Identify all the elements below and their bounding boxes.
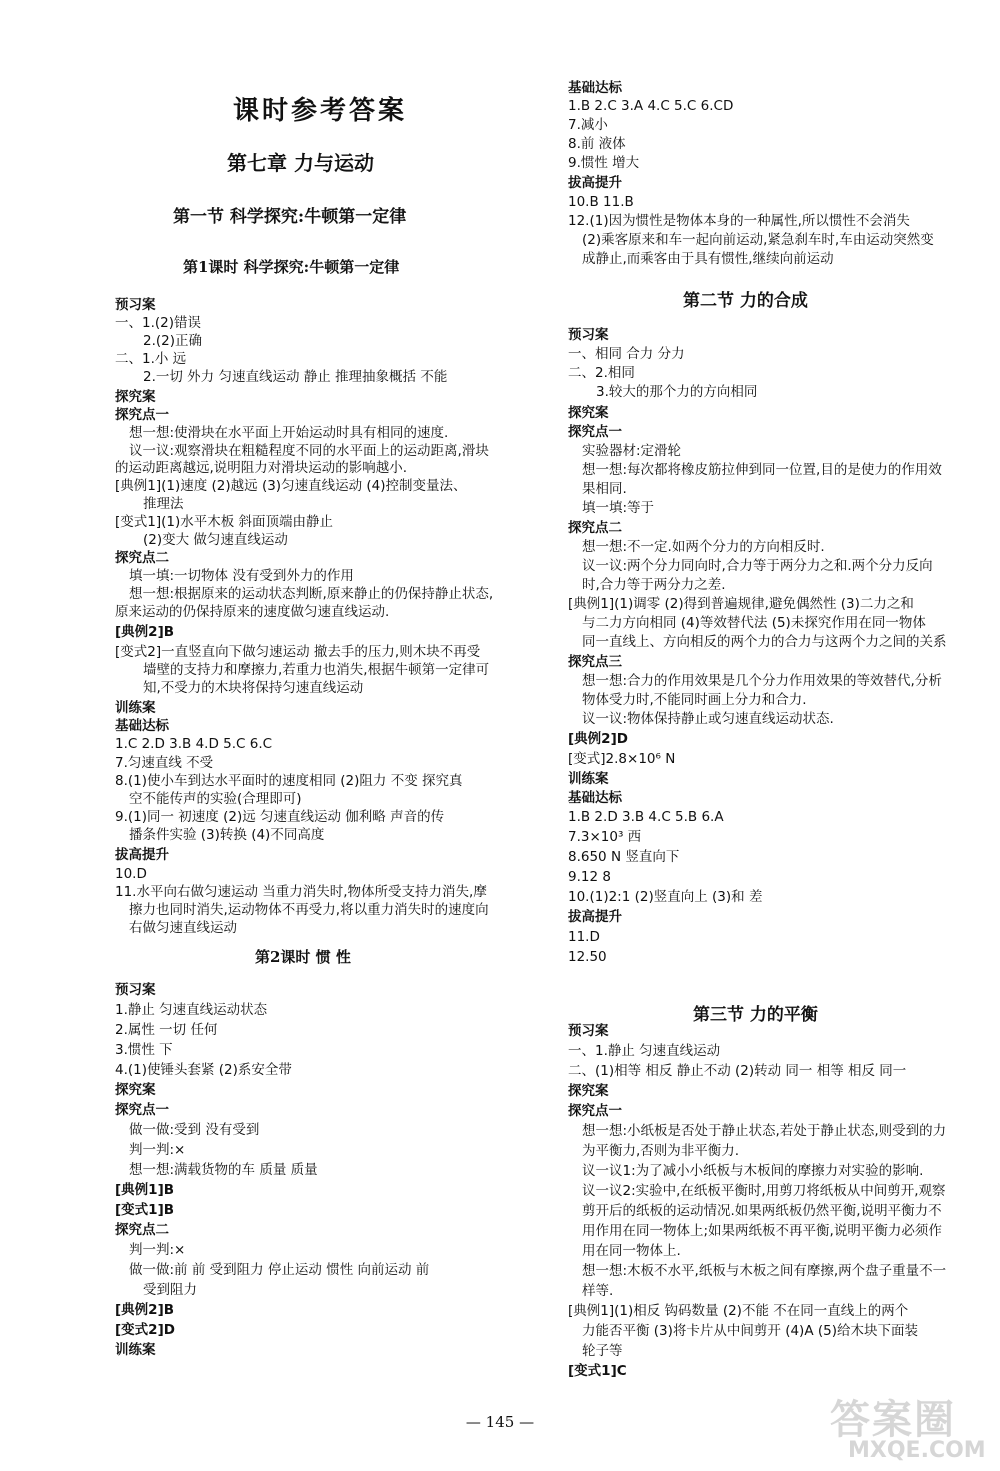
section-heading-1: 第一节 科学探究:牛顿第一定律 <box>173 207 407 227</box>
answer-line: 8.(1)使小车到达水平面时的速度相同 (2)阻力 不变 探究真 <box>115 773 463 789</box>
answer-line: 议一议:两个分力同向时,合力等于两分力之和.两个分力反向 <box>582 558 933 574</box>
answer-line: [典例2]D <box>568 731 628 747</box>
answer-line: 探究点二 <box>568 520 622 536</box>
answer-line: 探究点一 <box>568 424 622 440</box>
answer-line: 想一想:木板不水平,纸板与木板之间有摩擦,两个盘子重量不一 <box>582 1263 947 1279</box>
answer-line: 擦力也同时消失,运动物体不再受力,将以重力消失时的速度向 <box>129 902 489 918</box>
answer-line: 12.50 <box>568 949 607 965</box>
answer-line: 探究点一 <box>568 1103 622 1119</box>
answer-line: 预习案 <box>115 297 156 313</box>
answer-line: 探究点一 <box>115 1102 169 1118</box>
answer-line: 2.(2)正确 <box>143 333 203 349</box>
answer-line: 10.D <box>115 866 147 882</box>
answer-line: (2)乘客原来和车一起向前运动,紧急刹车时,车由运动突然变 <box>582 232 934 248</box>
answer-line: [变式2]D <box>115 1322 175 1338</box>
answer-line: 剪开后的纸板的运动情况.如果两纸板仍然平衡,说明平衡力不 <box>582 1203 942 1219</box>
answer-line: 8.650 N 竖直向下 <box>568 849 680 865</box>
answer-line: [典例1](1)相反 钩码数量 (2)不能 不在同一直线上的两个 <box>568 1303 909 1319</box>
answer-line: 一、1.(2)错误 <box>115 315 202 331</box>
answer-line: 填一填:等于 <box>582 500 655 516</box>
answer-line: 12.(1)因为惯性是物体本身的一种属性,所以惯性不会消失 <box>568 213 910 229</box>
answer-line: 议一议:物体保持静止或匀速直线运动状态. <box>582 711 834 727</box>
answer-line: 力能否平衡 (3)将卡片从中间剪开 (4)A (5)给木块下面装 <box>582 1323 918 1339</box>
lesson-heading-1: 第1课时 科学探究:牛顿第一定律 <box>183 258 400 276</box>
answer-line: 推理法 <box>143 496 184 512</box>
answer-line: 做一做:前 前 受到阻力 停止运动 惯性 向前运动 前 <box>129 1262 430 1278</box>
answer-line: 想一想:满载货物的车 质量 质量 <box>129 1162 318 1178</box>
page-title: 课时参考答案 <box>233 96 408 126</box>
answer-line: 用作用在同一物体上;如果两纸板不再平衡,说明平衡力必须作 <box>582 1223 942 1239</box>
answer-line: 训练案 <box>568 771 609 787</box>
section-heading-3: 第三节 力的平衡 <box>693 1005 818 1025</box>
answer-line: 想一想:合力的作用效果是几个分力作用效果的等效替代,分析 <box>582 673 942 689</box>
answer-line: 9.(1)同一 初速度 (2)远 匀速直线运动 伽利略 声音的传 <box>115 809 445 825</box>
answer-line: 二、2.相同 <box>568 365 635 381</box>
answer-line: 为平衡力,否则为非平衡力. <box>582 1143 740 1159</box>
answer-line: [典例1]B <box>115 1182 175 1198</box>
answer-line: 3.惯性 下 <box>115 1042 173 1058</box>
answer-line: 议一议2:实验中,在纸板平衡时,用剪刀将纸板从中间剪开,观察 <box>582 1183 946 1199</box>
answer-line: 议一议:观察滑块在粗糙程度不同的水平面上的运动距离,滑块 <box>129 443 489 459</box>
answer-line: 1.C 2.D 3.B 4.D 5.C 6.C <box>115 736 273 752</box>
answer-line: 墙壁的支持力和摩擦力,若重力也消失,根据牛顿第一定律可 <box>143 662 490 678</box>
answer-line: 做一做:受到 没有受到 <box>129 1122 260 1138</box>
answer-line: 9.惯性 增大 <box>568 155 640 171</box>
answer-line: 探究点三 <box>568 654 622 670</box>
answer-line: 探究点一 <box>115 407 169 423</box>
answer-line: 填一填:一切物体 没有受到外力的作用 <box>129 568 354 584</box>
answer-line: 同一直线上、方向相反的两个力的合力与这两个力之间的关系 <box>582 634 947 650</box>
answer-line: 二、1.小 远 <box>115 351 187 367</box>
answer-line: (2)变大 做匀速直线运动 <box>143 532 288 548</box>
lesson-heading-2: 第2课时 惯 性 <box>255 948 351 966</box>
answer-line: 1.B 2.C 3.A 4.C 5.C 6.CD <box>568 98 734 114</box>
answer-line: 样等. <box>582 1283 614 1299</box>
answer-line: 原来运动的仍保持原来的速度做匀速直线运动. <box>115 604 390 620</box>
answer-line: [变式1]C <box>568 1363 627 1379</box>
answer-line: [典例1](1)速度 (2)越远 (3)匀速直线运动 (4)控制变量法、 <box>115 478 467 494</box>
answer-line: 物体受力时,不能同时画上分力和合力. <box>582 692 807 708</box>
answer-line: 探究案 <box>115 389 156 405</box>
answer-line: 2.一切 外力 匀速直线运动 静止 推理抽象概括 不能 <box>143 369 448 385</box>
answer-line: 11.D <box>568 929 600 945</box>
answer-line: 时,合力等于两分力之差. <box>582 577 726 593</box>
answer-line: 议一议1:为了减小小纸板与木板间的摩擦力对实验的影响. <box>582 1163 924 1179</box>
answer-line: 拔高提升 <box>115 847 169 863</box>
answer-line: 预习案 <box>115 982 156 998</box>
answer-line: 10.B 11.B <box>568 194 634 210</box>
answer-line: 实验器材:定滑轮 <box>582 443 682 459</box>
answer-line: 判一判:× <box>129 1142 186 1158</box>
answer-line: 11.水平向右做匀速运动 当重力消失时,物体所受支持力消失,摩 <box>115 884 487 900</box>
answer-line: 1.静止 匀速直线运动状态 <box>115 1002 268 1018</box>
answer-line: 用在同一物体上. <box>582 1243 681 1259</box>
answer-line: 1.B 2.D 3.B 4.C 5.B 6.A <box>568 809 724 825</box>
answer-line: 探究案 <box>568 405 609 421</box>
answer-line: 判一判:× <box>129 1242 186 1258</box>
answer-line: 轮子等 <box>582 1343 623 1359</box>
answer-line: 8.前 液体 <box>568 136 626 152</box>
answer-line: 预习案 <box>568 327 609 343</box>
answer-line: [典例2]B <box>115 624 175 640</box>
answer-line: 基础达标 <box>568 80 622 96</box>
answer-line: 4.(1)使锤头套紧 (2)系安全带 <box>115 1062 292 1078</box>
answer-line: 9.12 8 <box>568 869 611 885</box>
answer-line: 右做匀速直线运动 <box>129 920 237 936</box>
answer-line: 一、1.静止 匀速直线运动 <box>568 1043 721 1059</box>
answer-line: 7.减小 <box>568 117 608 133</box>
watermark-logo <box>820 1388 995 1468</box>
answer-line: 想一想:小纸板是否处于静止状态,若处于静止状态,则受到的力 <box>582 1123 947 1139</box>
answer-line: 播条件实验 (3)转换 (4)不同高度 <box>129 827 325 843</box>
answer-line: 预习案 <box>568 1023 609 1039</box>
answer-line: 果相同. <box>582 481 627 497</box>
page-number: — 145 — <box>465 1413 535 1431</box>
answer-line: 3.较大的那个力的方向相同 <box>596 384 758 400</box>
answer-line: [变式2]一直竖直向下做匀速运动 撤去手的压力,则木块不再受 <box>115 644 481 660</box>
answer-line: 拔高提升 <box>568 909 622 925</box>
answer-line: 7.匀速直线 不受 <box>115 755 214 771</box>
answer-line: 训练案 <box>115 1342 156 1358</box>
chapter-heading: 第七章 力与运动 <box>227 151 374 175</box>
answer-line: 基础达标 <box>115 718 169 734</box>
answer-line: 7.3×10³ 西 <box>568 829 642 845</box>
answer-line: 探究案 <box>568 1083 609 1099</box>
answer-line: 基础达标 <box>568 790 622 806</box>
answer-line: [变式]2.8×10⁶ N <box>568 751 676 767</box>
answer-line: [变式1]B <box>115 1202 175 1218</box>
answer-line: 受到阻力 <box>143 1282 197 1298</box>
answer-line: [典例1](1)调零 (2)得到普遍规律,避免偶然性 (3)二力之和 <box>568 596 914 612</box>
answer-line: 成静止,而乘客由于具有惯性,继续向前运动 <box>582 251 834 267</box>
answer-line: 知,不受力的木块将保持匀速直线运动 <box>143 680 364 696</box>
answer-line: 空不能传声的实验(合理即可) <box>129 791 302 807</box>
answer-line: 想一想:不一定.如两个分力的方向相反时. <box>582 539 825 555</box>
answer-line: 拔高提升 <box>568 175 622 191</box>
answer-line: 探究案 <box>115 1082 156 1098</box>
answer-line: [变式1](1)水平木板 斜面顶端由静止 <box>115 514 334 530</box>
answer-line: 的运动距离越远,说明阻力对滑块运动的影响越小. <box>115 460 408 476</box>
section-heading-2: 第二节 力的合成 <box>683 291 808 311</box>
answer-line: 想一想:使滑块在水平面上开始运动时具有相同的速度. <box>129 425 449 441</box>
watermark-text: 答案圈 <box>830 1397 956 1443</box>
answer-line: 10.(1)2:1 (2)竖直向上 (3)和 差 <box>568 889 763 905</box>
watermark-url: MXQE.COM <box>848 1438 986 1463</box>
answer-line: 想一想:每次都将橡皮筋拉伸到同一位置,目的是使力的作用效 <box>582 462 942 478</box>
answer-line: 想一想:根据原来的运动状态判断,原来静止的仍保持静止状态, <box>129 586 494 602</box>
answer-line: 探究点二 <box>115 1222 169 1238</box>
answer-line: 2.属性 一切 任何 <box>115 1022 218 1038</box>
answer-line: 一、相同 合力 分力 <box>568 346 685 362</box>
answer-line: 训练案 <box>115 700 156 716</box>
answer-line: 二、(1)相等 相反 静止不动 (2)转动 同一 相等 相反 同一 <box>568 1063 907 1079</box>
answer-line: 探究点二 <box>115 550 169 566</box>
answer-line: 与二力方向相同 (4)等效替代法 (5)未探究作用在同一物体 <box>582 615 926 631</box>
answer-line: [典例2]B <box>115 1302 175 1318</box>
